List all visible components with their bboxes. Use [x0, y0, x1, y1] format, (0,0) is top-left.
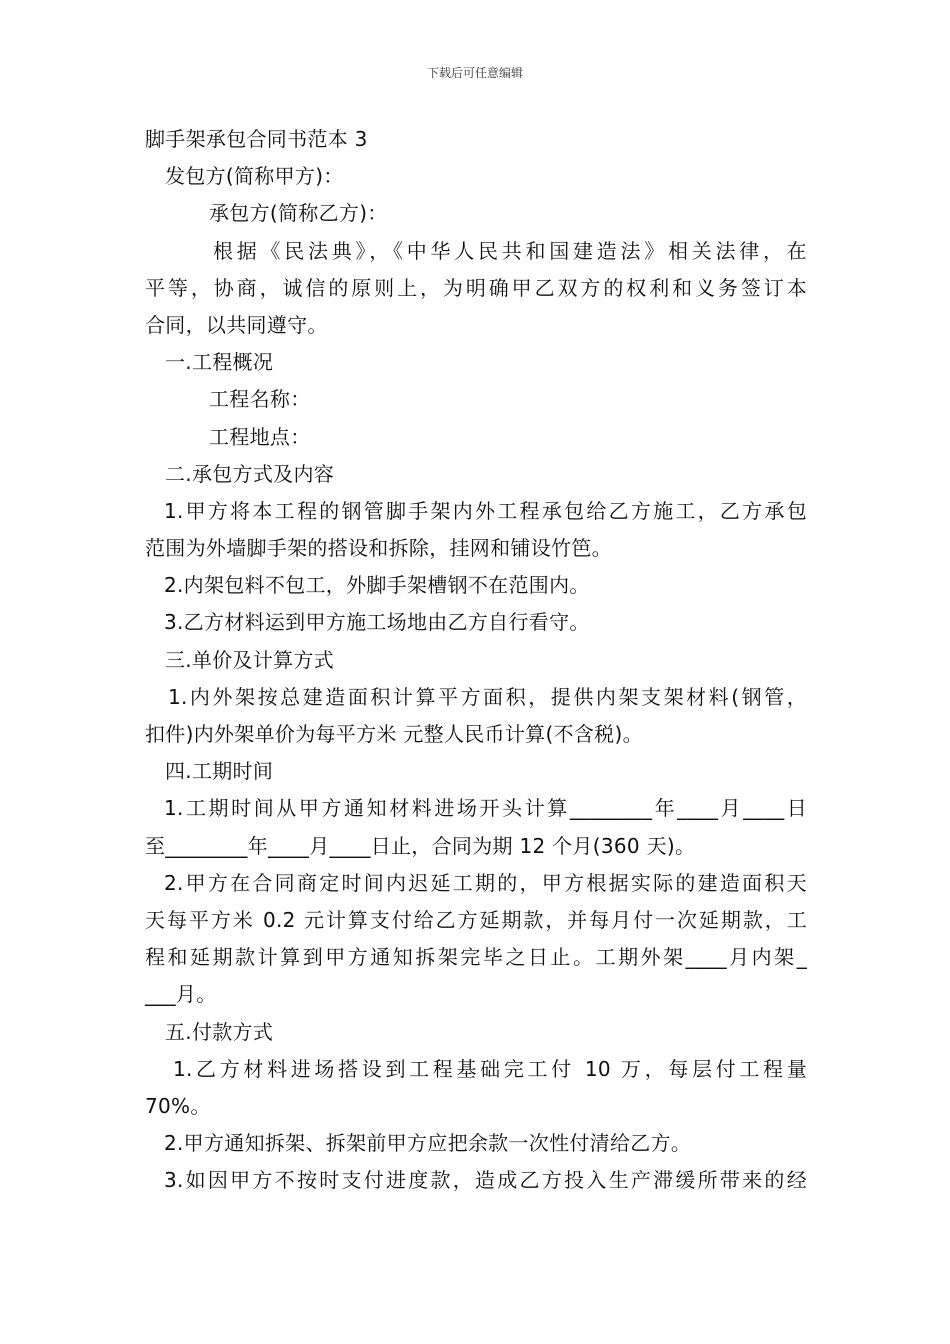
project-name-line: 工程名称： — [209, 387, 311, 412]
clause-line: ___月。 — [145, 982, 217, 1007]
clause-line: 天每平方米 0.2 元计算支付给乙方延期款，并每月付一次延期款，工 — [145, 907, 807, 932]
section-heading: 四.工期时间 — [165, 759, 274, 784]
clause-line: 3.乙方材料运到甲方施工场地由乙方自行看守。 — [164, 610, 590, 635]
intro-line: 合同，以共同遵守。 — [145, 312, 328, 337]
intro-line: 根据《民法典》，《中华人民共和国建造法》相关法律，在 — [213, 238, 807, 263]
clause-line: 1.甲方将本工程的钢管脚手架内外工程承包给乙方施工，乙方承包 — [164, 498, 807, 523]
section-heading: 一.工程概况 — [165, 350, 274, 375]
project-location-line: 工程地点： — [209, 424, 311, 449]
party-b-line: 承包方(简称乙方)： — [209, 201, 388, 226]
clause-line: 3.如因甲方不按时支付进度款，造成乙方投入生产滞缓所带来的经 — [164, 1168, 807, 1193]
section-heading: 三.单价及计算方式 — [165, 647, 335, 672]
clause-line: 2.甲方在合同商定时间内迟延工期的，甲方根据实际的建造面积天 — [164, 870, 807, 895]
clause-line: 扣件)内外架单价为每平方米 元整人民币计算(不含税)。 — [145, 722, 643, 746]
document-body — [145, 121, 807, 1199]
document-title: 脚手架承包合同书范本 3 — [145, 127, 368, 151]
section-heading: 五.付款方式 — [165, 1019, 274, 1044]
clause-line: 1.工期时间从甲方通知材料进场开头计算________年____月____日 — [164, 796, 807, 821]
clause-line: 1.乙方材料进场搭设到工程基础完工付 10 万，每层付工程量 — [173, 1056, 807, 1081]
section-heading: 二.承包方式及内容 — [165, 461, 335, 486]
intro-line: 平等，协商，诚信的原则上，为明确甲乙双方的权利和义务签订本 — [145, 275, 807, 300]
clause-line: 1.内外架按总建造面积计算平方面积，提供内架支架材料(钢管， — [168, 684, 807, 709]
party-a-line: 发包方(简称甲方)： — [165, 164, 344, 189]
clause-line: 至________年____月____日止，合同为期 12 个月(360 天)。 — [145, 833, 696, 858]
clause-line: 70%。 — [145, 1093, 211, 1118]
clause-line: 程和延期款计算到甲方通知拆架完毕之日止。工期外架____月内架_ — [145, 945, 807, 970]
page-header: 下载后可任意编辑 — [426, 66, 523, 80]
clause-line: 2.内架包料不包工，外脚手架槽钢不在范围内。 — [164, 573, 590, 598]
clause-line: 2.甲方通知拆架、拆架前甲方应把余款一次性付清给乙方。 — [164, 1131, 692, 1156]
clause-line: 范围为外墙脚手架的搭设和拆除，挂网和铺设竹笆。 — [145, 536, 612, 561]
